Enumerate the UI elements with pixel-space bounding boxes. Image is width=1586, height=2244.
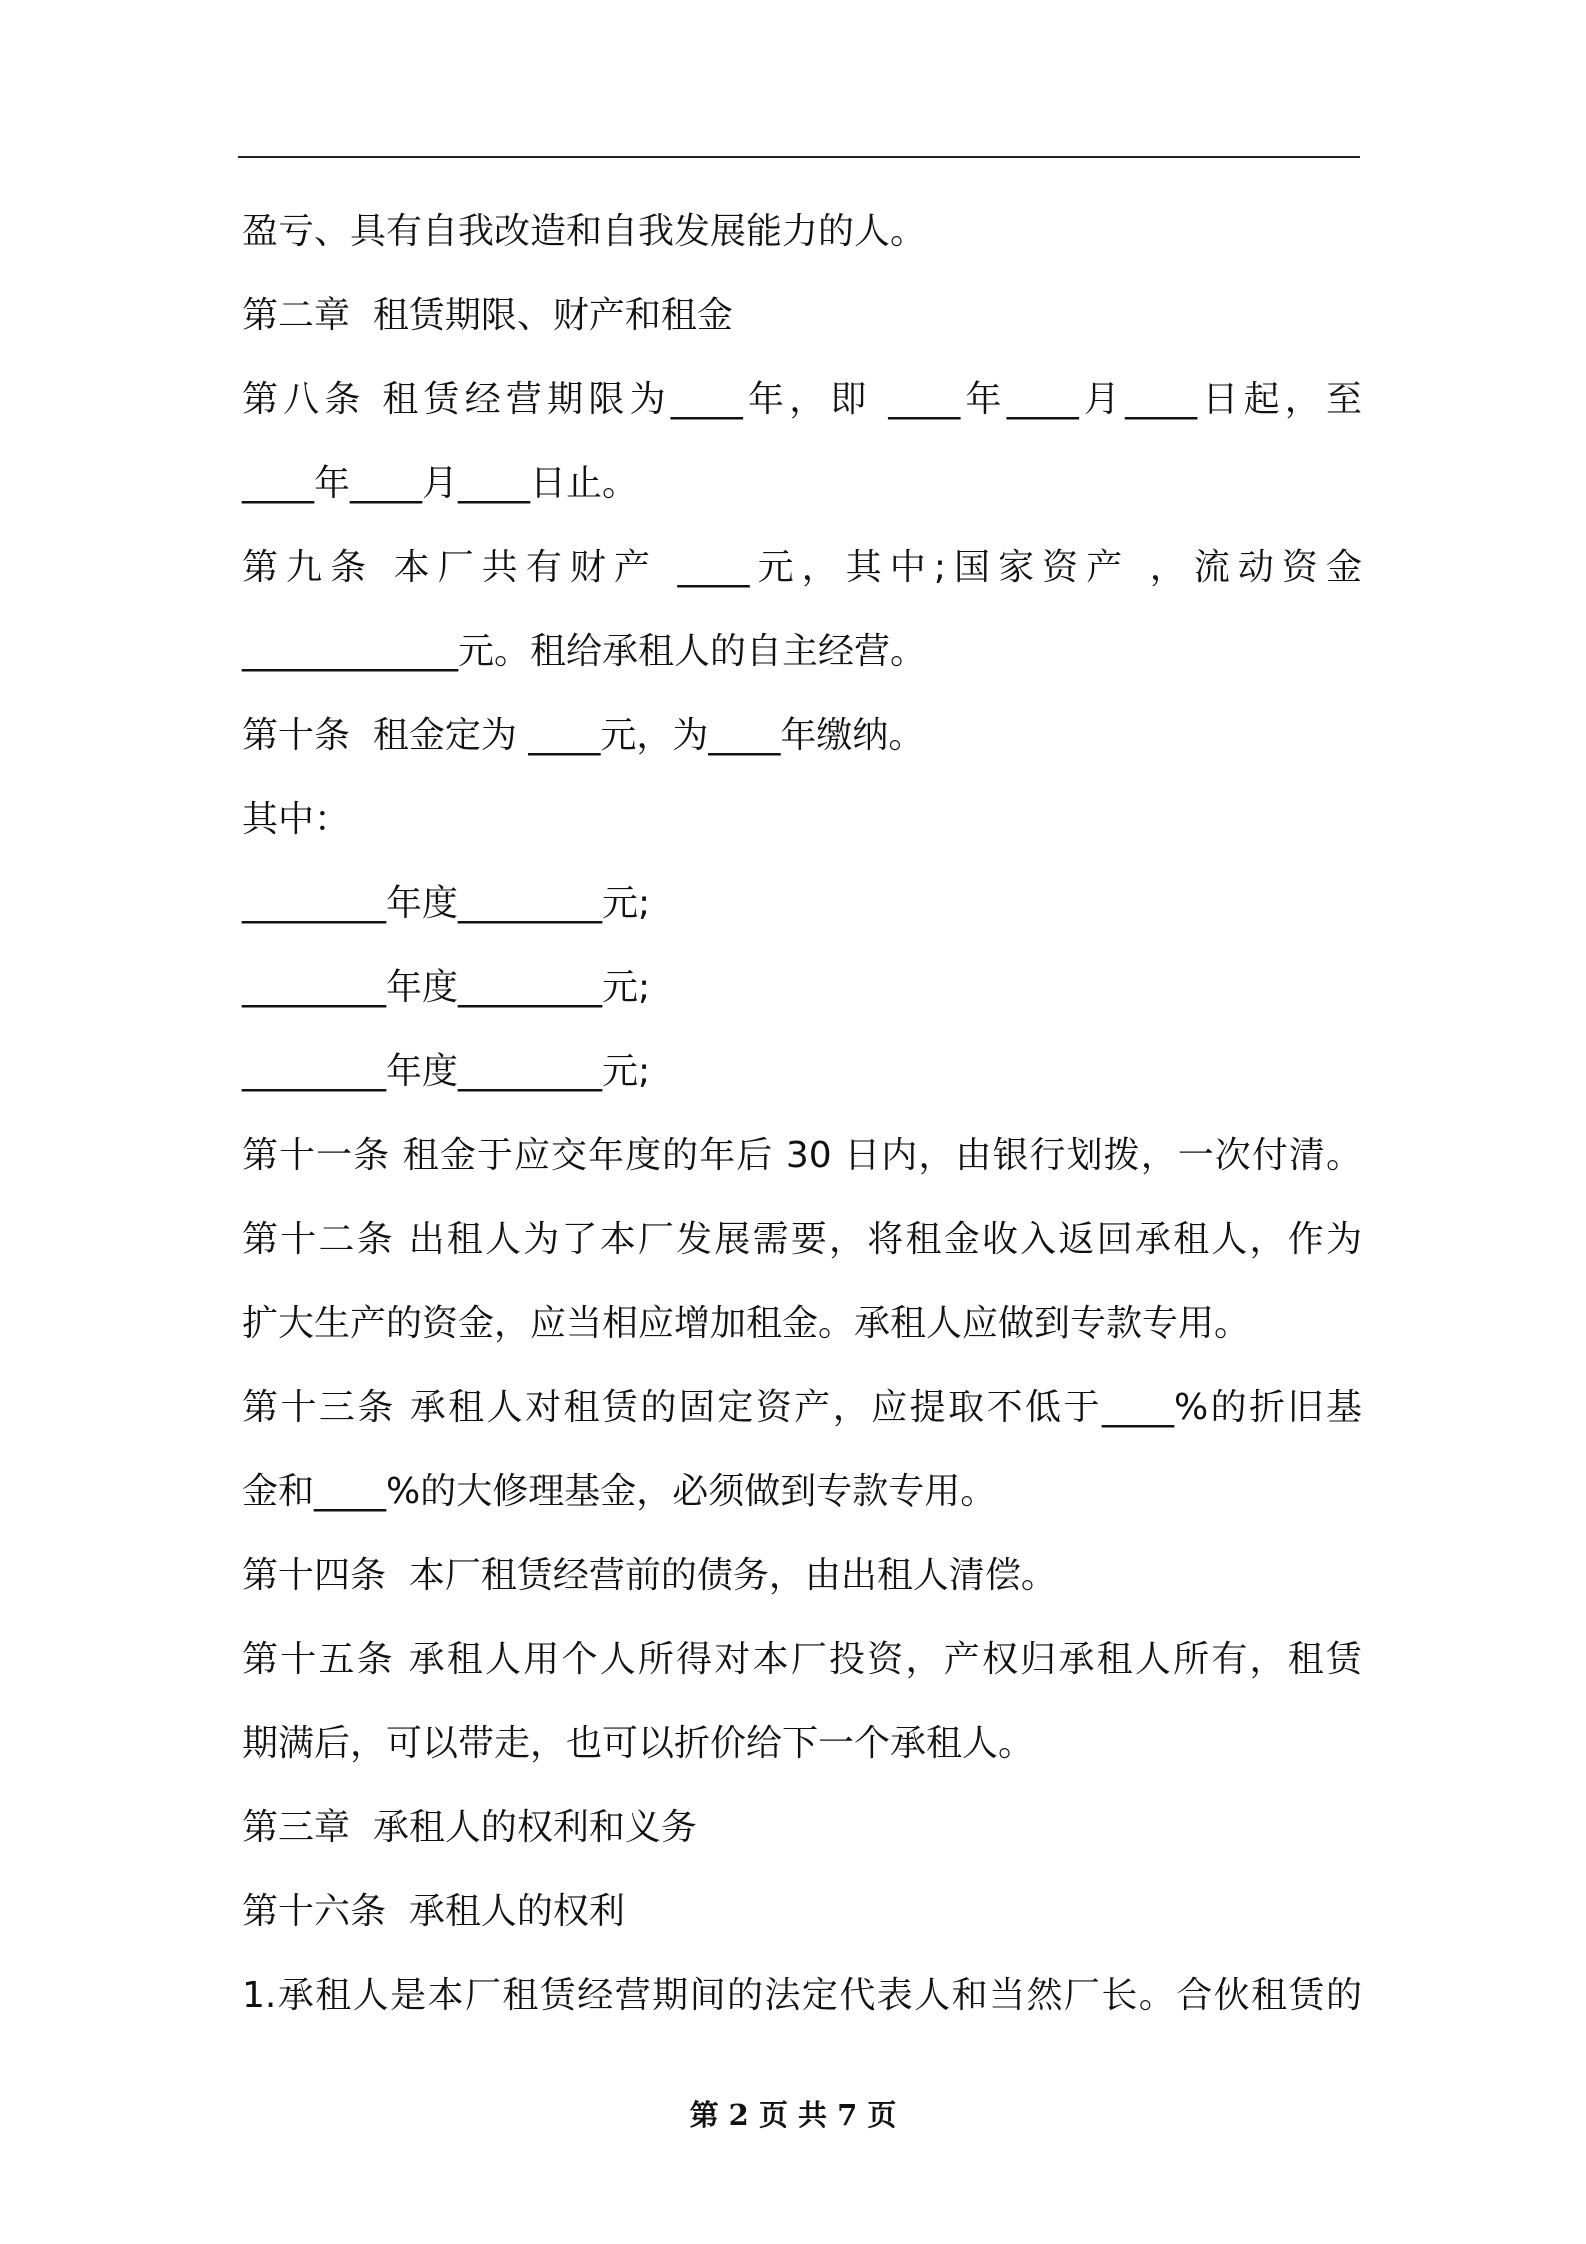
document-line: 金和____%的大修理基金，必须做到专款专用。 <box>242 1471 997 1512</box>
document-line: 第三章 承租人的权利和义务 <box>242 1807 697 1848</box>
document-line: 第八条 租赁经营期限为____年，即 ____年____月____日起，至 <box>242 379 1362 420</box>
page-footer: 第 2 页 共 7 页 <box>689 2098 897 2132</box>
document-line: ________年度________元; <box>242 1051 651 1092</box>
document-line: 其中： <box>242 799 351 840</box>
document-line: ________年度________元; <box>242 883 651 924</box>
document-line: 盈亏、具有自我改造和自我发展能力的人。 <box>242 211 927 252</box>
document-line: ____年____月____日止。 <box>242 463 639 504</box>
document-line: 第十一条 租金于应交年度的年后 30 日内，由银行划拨，一次付清。 <box>242 1135 1362 1176</box>
document-line: ____________元。租给承租人的自主经营。 <box>242 631 927 672</box>
document-line: 第十条 租金定为 ____元，为____年缴纳。 <box>242 715 925 756</box>
document-line: 1.承租人是本厂租赁经营期间的法定代表人和当然厂长。合伙租赁的 <box>242 1975 1362 2016</box>
document-line: 第十三条 承租人对租赁的固定资产，应提取不低于____%的折旧基 <box>242 1387 1362 1428</box>
document-line: 第十四条 本厂租赁经营前的债务，由出租人清偿。 <box>242 1555 1057 1596</box>
document-line: 第十五条 承租人用个人所得对本厂投资，产权归承租人所有，租赁 <box>242 1639 1362 1680</box>
document-line: 第十二条 出租人为了本厂发展需要，将租金收入返回承租人，作为 <box>242 1219 1362 1260</box>
document-line: 扩大生产的资金，应当相应增加租金。承租人应做到专款专用。 <box>242 1303 1251 1344</box>
document-line: ________年度________元; <box>242 967 651 1008</box>
document-line: 第二章 租赁期限、财产和租金 <box>242 295 733 336</box>
header-rule <box>238 156 1360 158</box>
document-line: 第十六条 承租人的权利 <box>242 1891 625 1932</box>
document-line: 第九条 本厂共有财产 ____元，其中;国家资产 ，流动资金 <box>242 547 1362 588</box>
document-line: 期满后，可以带走，也可以折价给下一个承租人。 <box>242 1723 1035 1764</box>
document-body <box>242 202 1362 2050</box>
